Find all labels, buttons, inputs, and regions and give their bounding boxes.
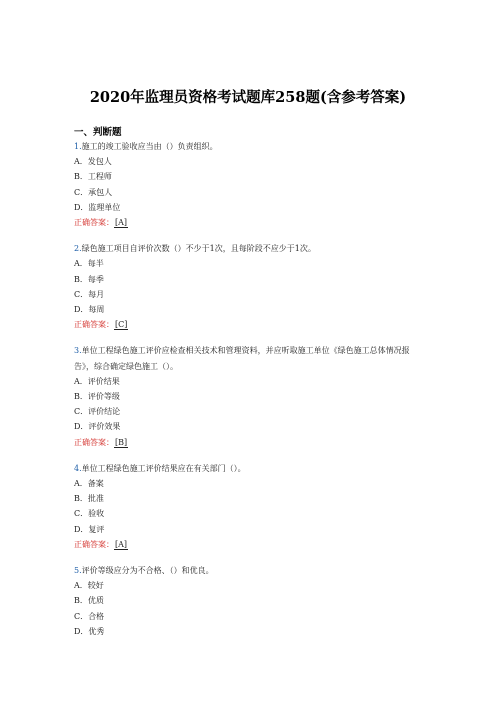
answer-label: 正确答案： xyxy=(74,437,114,447)
question-stem xyxy=(74,343,419,373)
question-number: 2. xyxy=(74,244,82,254)
question-3 xyxy=(74,343,434,449)
answer-value: [A] xyxy=(115,218,128,228)
option-c: C．承包人 xyxy=(74,187,113,197)
answer-line xyxy=(74,317,434,332)
option-a: A．评价结果 xyxy=(74,376,120,386)
document-title: 2020年监理员资格考试题库258题(含参考答案) xyxy=(89,89,407,106)
option-d: D．评价效果 xyxy=(74,422,121,432)
option-d: D．每周 xyxy=(74,305,105,315)
option-c: C．验收 xyxy=(74,509,105,519)
question-text: 绿色施工项目自评价次数（）不少于1次，且每阶段不应少于1次。 xyxy=(81,244,316,254)
option-b: B．优质 xyxy=(74,596,104,606)
option-a: A．较好 xyxy=(74,581,104,591)
question-4 xyxy=(74,461,434,552)
option-d: D．优秀 xyxy=(74,626,105,636)
answer-value: [B] xyxy=(115,437,128,447)
answer-line xyxy=(74,537,434,552)
answer-label: 正确答案： xyxy=(74,218,114,228)
question-text: 评价等级应分为不合格、（）和优良。 xyxy=(81,566,214,576)
option-c: C．合格 xyxy=(74,611,105,621)
option-a: A．备案 xyxy=(74,479,104,489)
question-number: 3. xyxy=(74,346,82,356)
question-stem xyxy=(74,461,419,476)
answer-value: [A] xyxy=(115,539,128,549)
option-b: B．评价等级 xyxy=(74,392,120,402)
question-number: 1. xyxy=(74,142,82,151)
option-b: B．批准 xyxy=(74,494,104,504)
option-a: A．每半 xyxy=(74,259,104,269)
option-b: B．工程师 xyxy=(74,172,112,182)
question-number: 4. xyxy=(74,463,82,473)
option-c: C．评价结论 xyxy=(74,407,121,417)
option-d: D．监理单位 xyxy=(74,202,121,212)
section-heading: 一、判断题 xyxy=(74,127,122,138)
option-c: C．每月 xyxy=(74,289,105,299)
option-a: A．发包人 xyxy=(74,157,112,167)
answer-line xyxy=(74,215,434,230)
question-stem xyxy=(74,563,419,578)
question-text: 单位工程绿色施工评价应检查相关技术和管理资料，并应听取施工单位《绿色施工总体情况报告》，综合确定绿色施工（）。 xyxy=(74,346,410,371)
answer-line xyxy=(74,435,434,450)
answer-label: 正确答案： xyxy=(74,539,114,549)
option-b: B．每季 xyxy=(74,274,104,284)
question-2 xyxy=(74,241,434,332)
answer-value: [C] xyxy=(115,320,128,330)
question-number: 5. xyxy=(74,566,82,576)
question-stem xyxy=(74,139,419,154)
question-list xyxy=(74,139,434,639)
question-5 xyxy=(74,563,434,639)
answer-label: 正确答案： xyxy=(74,320,114,330)
question-text: 施工的竣工验收应当由（）负责组织。 xyxy=(81,142,218,151)
question-text: 单位工程绿色施工评价结果应在有关部门（）。 xyxy=(81,463,246,473)
question-1 xyxy=(74,139,434,230)
option-d: D．复评 xyxy=(74,524,105,534)
question-stem xyxy=(74,241,419,256)
